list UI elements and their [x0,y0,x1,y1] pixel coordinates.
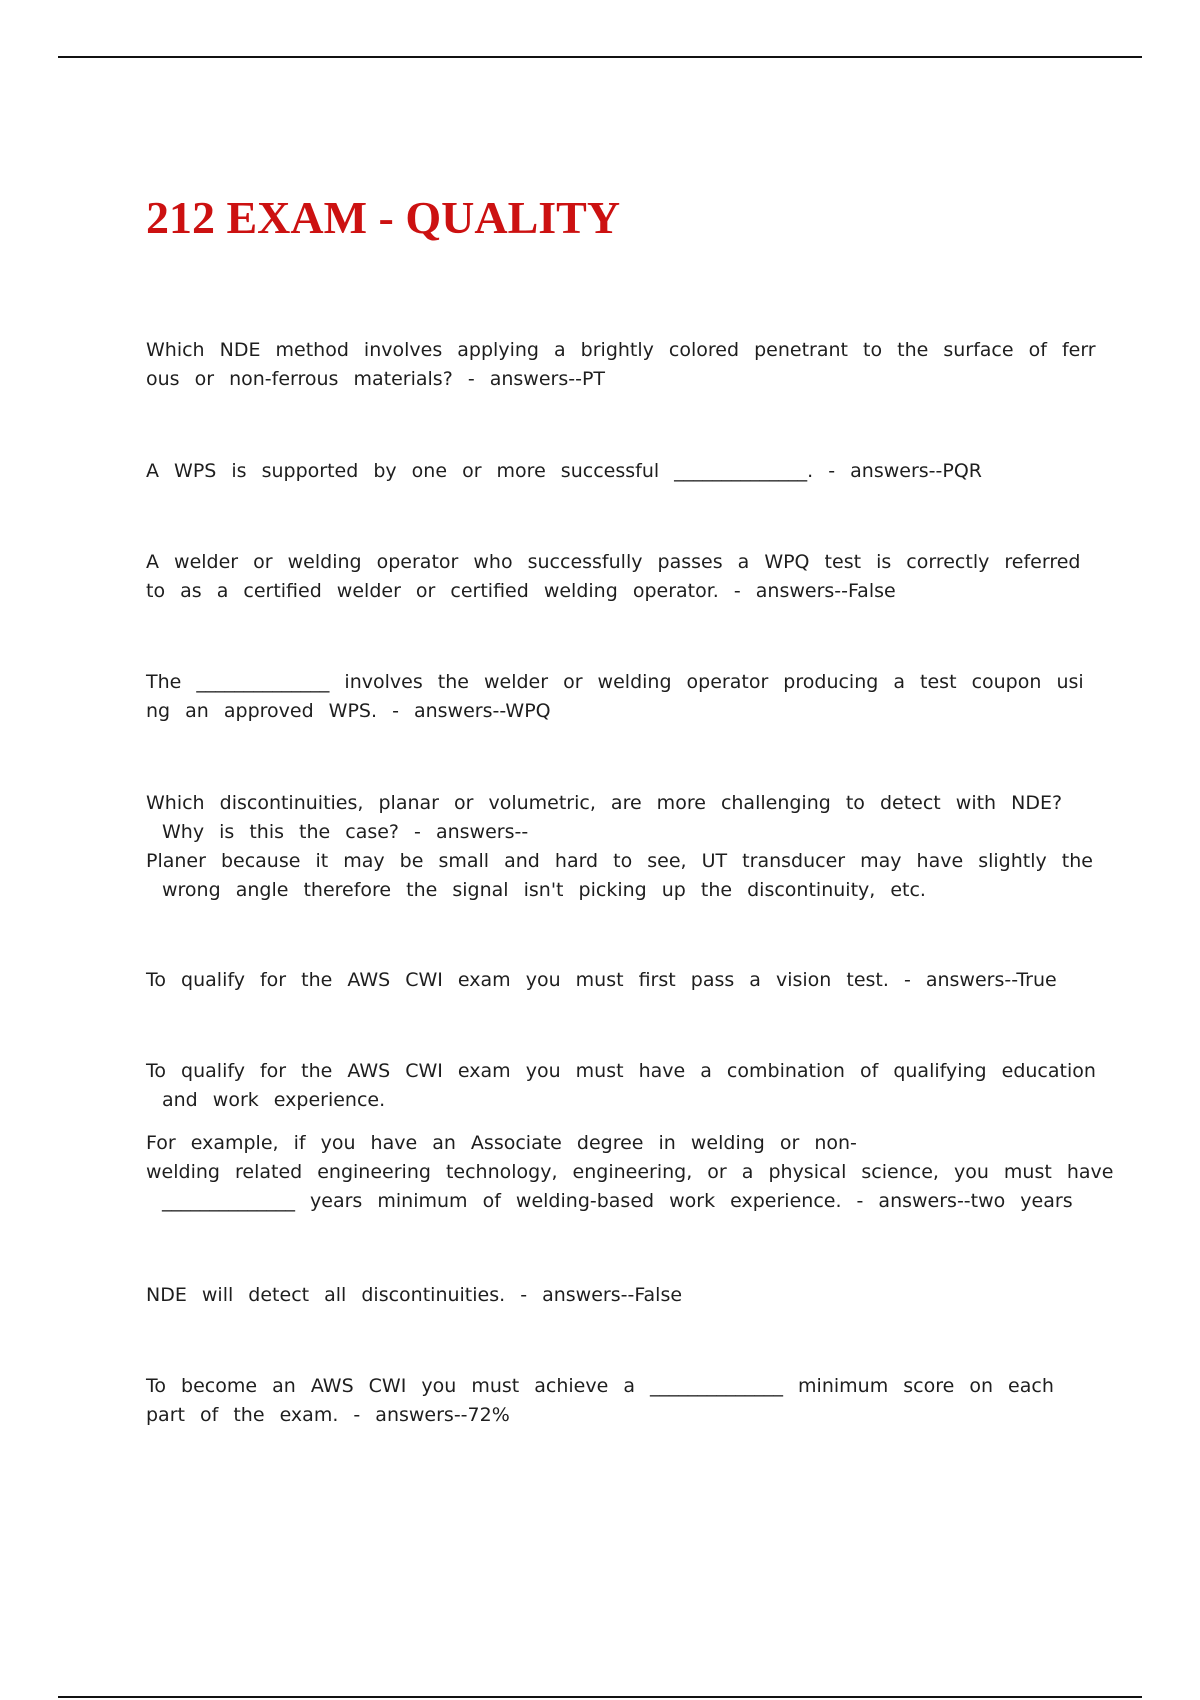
top-rule [58,56,1142,58]
qa-item-vision-test [146,966,1086,995]
qa-line: A welder or welding operator who successfully passes a WPQ test is correctly referred [146,551,1081,573]
qa-line: A WPS is supported by one or more successful ______________. - answers--PQR [146,460,983,482]
qa-line: ous or non-ferrous materials? - answers--PT [146,368,606,390]
qa-line: and work experience. [162,1089,386,1111]
qa-line: To qualify for the AWS CWI exam you must have a combination of qualifying education [146,1060,1096,1082]
qa-item-nde-detect-all [146,1281,1086,1310]
bottom-rule [58,1696,1142,1698]
qa-line: wrong angle therefore the signal isn't picking up the discontinuity, etc. [162,879,926,901]
qa-item-education-experience [146,1057,1114,1216]
qa-line: Planer because it may be small and hard to see, UT transducer may have slightly the [146,850,1093,872]
qa-line: Why is this the case? - answers-- [162,821,529,843]
qa-line: To qualify for the AWS CWI exam you must first pass a vision test. - answers--True [146,969,1057,991]
qa-item-minimum-score [146,1372,1086,1430]
qa-line: Which discontinuities, planar or volumetric, are more challenging to detect with NDE? [146,792,1063,814]
qa-item-wps-support [146,457,1086,486]
qa-line: to as a certified welder or certified welding operator. - answers--False [146,580,896,602]
qa-item-certified-welder [146,548,1086,606]
qa-line: welding related engineering technology, engineering, or a physical science, you must have [146,1161,1114,1183]
qa-line: part of the exam. - answers--72% [146,1404,510,1426]
qa-line: ______________ years minimum of welding-based work experience. - answers--two years [162,1190,1073,1212]
qa-line: To become an AWS CWI you must achieve a ______________ minimum score on each [146,1375,1054,1397]
qa-line: For example, if you have an Associate degree in welding or non- [146,1132,857,1154]
qa-line: NDE will detect all discontinuities. - answers--False [146,1284,683,1306]
qa-item-discontinuities [146,789,1093,905]
qa-line: Which NDE method involves applying a brightly colored penetrant to the surface of ferr [146,339,1096,361]
qa-item-wpq-test [146,668,1086,726]
qa-item-nde-penetrant [146,336,1096,394]
qa-line: ng an approved WPS. - answers--WPQ [146,700,551,722]
qa-line: The ______________ involves the welder or welding operator producing a test coupon usi [146,671,1084,693]
page-title: 212 EXAM - QUALITY [146,192,621,243]
